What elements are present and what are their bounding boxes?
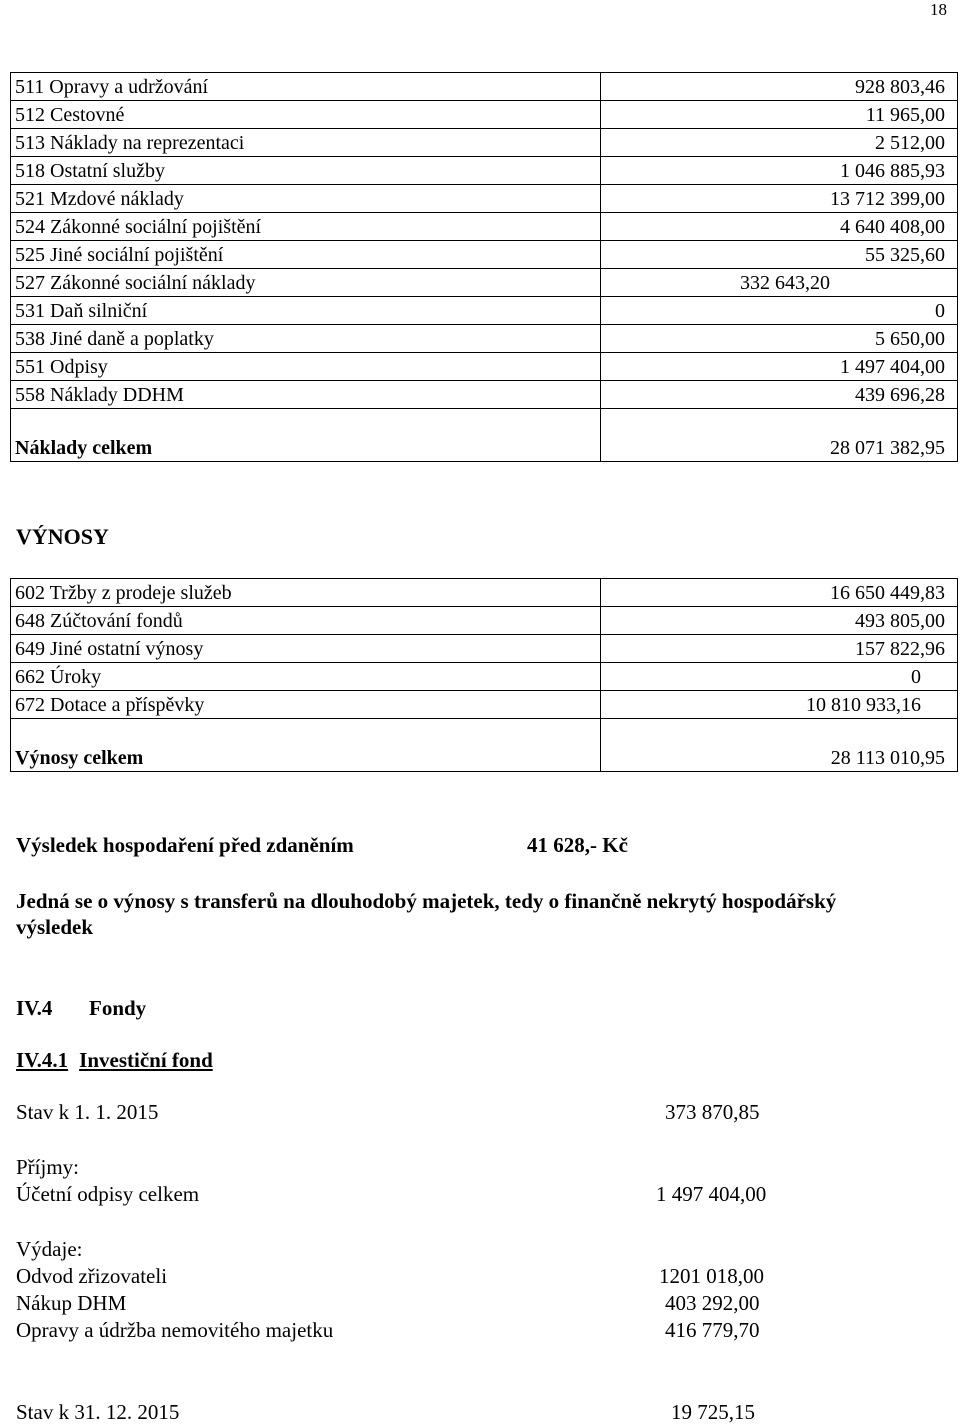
cost-value: 439 696,28 bbox=[601, 381, 958, 409]
cost-label: 531 Daň silniční bbox=[11, 297, 601, 325]
table-row bbox=[11, 101, 958, 129]
revenue-value: 10 810 933,16 bbox=[601, 691, 958, 719]
cost-label: 558 Náklady DDHM bbox=[11, 381, 601, 409]
revenue-label: 648 Zúčtování fondů bbox=[11, 607, 601, 635]
cost-label: 527 Zákonné sociální náklady bbox=[11, 269, 601, 297]
subsection-title: Investiční fond bbox=[79, 1048, 213, 1072]
expense-heading: Výdaje: bbox=[16, 1237, 83, 1261]
costs-total-row bbox=[11, 409, 958, 462]
table-row bbox=[11, 663, 958, 691]
expense-value: 416 779,70 bbox=[665, 1318, 760, 1342]
closing-value: 19 725,15 bbox=[671, 1400, 755, 1424]
opening-label: Stav k 1. 1. 2015 bbox=[16, 1100, 159, 1124]
revenues-total-label: Výnosy celkem bbox=[11, 719, 601, 772]
table-row bbox=[11, 607, 958, 635]
result-value: 41 628,- Kč bbox=[527, 833, 628, 857]
table-row bbox=[11, 73, 958, 101]
revenue-value: 157 822,96 bbox=[601, 635, 958, 663]
section-number: IV.4 bbox=[16, 996, 53, 1020]
table-row bbox=[11, 691, 958, 719]
cost-value: 332 643,20 bbox=[601, 269, 958, 297]
expense-value: 403 292,00 bbox=[665, 1291, 760, 1315]
subsection-number: IV.4.1 bbox=[16, 1048, 69, 1072]
revenues-total-row bbox=[11, 719, 958, 772]
cost-label: 521 Mzdové náklady bbox=[11, 185, 601, 213]
cost-value: 928 803,46 bbox=[601, 73, 958, 101]
note-line-1: Jedná se o výnosy s transferů na dlouhodobý majetek, tedy o finančně nekrytý hospodářský bbox=[16, 889, 837, 913]
expense-value: 1201 018,00 bbox=[659, 1264, 764, 1288]
table-row bbox=[11, 353, 958, 381]
cost-value: 5 650,00 bbox=[601, 325, 958, 353]
cost-value: 55 325,60 bbox=[601, 241, 958, 269]
costs-total-value: 28 071 382,95 bbox=[601, 409, 958, 462]
table-row bbox=[11, 269, 958, 297]
costs-table bbox=[10, 72, 958, 462]
table-row bbox=[11, 635, 958, 663]
income-label: Účetní odpisy celkem bbox=[16, 1182, 200, 1206]
table-row bbox=[11, 157, 958, 185]
cost-value: 1 046 885,93 bbox=[601, 157, 958, 185]
subsection-heading bbox=[16, 1047, 213, 1073]
cost-label: 511 Opravy a udržování bbox=[11, 73, 601, 101]
revenues-total-value: 28 113 010,95 bbox=[601, 719, 958, 772]
cost-value: 13 712 399,00 bbox=[601, 185, 958, 213]
table-row bbox=[11, 579, 958, 607]
cost-label: 551 Odpisy bbox=[11, 353, 601, 381]
table-row bbox=[11, 241, 958, 269]
cost-value: 1 497 404,00 bbox=[601, 353, 958, 381]
revenue-heading: VÝNOSY bbox=[16, 524, 109, 549]
section-title: Fondy bbox=[89, 996, 147, 1020]
cost-label: 518 Ostatní služby bbox=[11, 157, 601, 185]
table-row bbox=[11, 185, 958, 213]
cost-value: 4 640 408,00 bbox=[601, 213, 958, 241]
revenue-label: 602 Tržby z prodeje služeb bbox=[11, 579, 601, 607]
table-row bbox=[11, 297, 958, 325]
cost-label: 513 Náklady na reprezentaci bbox=[11, 129, 601, 157]
cost-label: 538 Jiné daně a poplatky bbox=[11, 325, 601, 353]
table-row bbox=[11, 325, 958, 353]
table-row bbox=[11, 129, 958, 157]
closing-label: Stav k 31. 12. 2015 bbox=[16, 1400, 180, 1424]
opening-value: 373 870,85 bbox=[665, 1100, 760, 1124]
cost-value: 2 512,00 bbox=[601, 129, 958, 157]
income-value: 1 497 404,00 bbox=[656, 1182, 767, 1206]
costs-total-label: Náklady celkem bbox=[11, 409, 601, 462]
revenue-label: 662 Úroky bbox=[11, 663, 601, 691]
result-label: Výsledek hospodaření před zdaněním bbox=[16, 833, 354, 857]
revenue-value: 16 650 449,83 bbox=[601, 579, 958, 607]
note-line-2: výsledek bbox=[16, 915, 94, 939]
income-heading: Příjmy: bbox=[16, 1155, 80, 1179]
revenue-value: 0 bbox=[601, 663, 958, 691]
cost-label: 512 Cestovné bbox=[11, 101, 601, 129]
cost-label: 524 Zákonné sociální pojištění bbox=[11, 213, 601, 241]
page-number: 18 bbox=[930, 0, 947, 19]
expense-label: Odvod zřizovateli bbox=[16, 1264, 168, 1288]
revenue-label: 672 Dotace a příspěvky bbox=[11, 691, 601, 719]
revenue-label: 649 Jiné ostatní výnosy bbox=[11, 635, 601, 663]
revenue-value: 493 805,00 bbox=[601, 607, 958, 635]
expense-label: Opravy a údržba nemovitého majetku bbox=[16, 1318, 334, 1342]
table-row bbox=[11, 213, 958, 241]
cost-label: 525 Jiné sociální pojištění bbox=[11, 241, 601, 269]
revenues-table bbox=[10, 578, 958, 772]
cost-value: 11 965,00 bbox=[601, 101, 958, 129]
cost-value: 0 bbox=[601, 297, 958, 325]
table-row bbox=[11, 381, 958, 409]
expense-label: Nákup DHM bbox=[16, 1291, 127, 1315]
